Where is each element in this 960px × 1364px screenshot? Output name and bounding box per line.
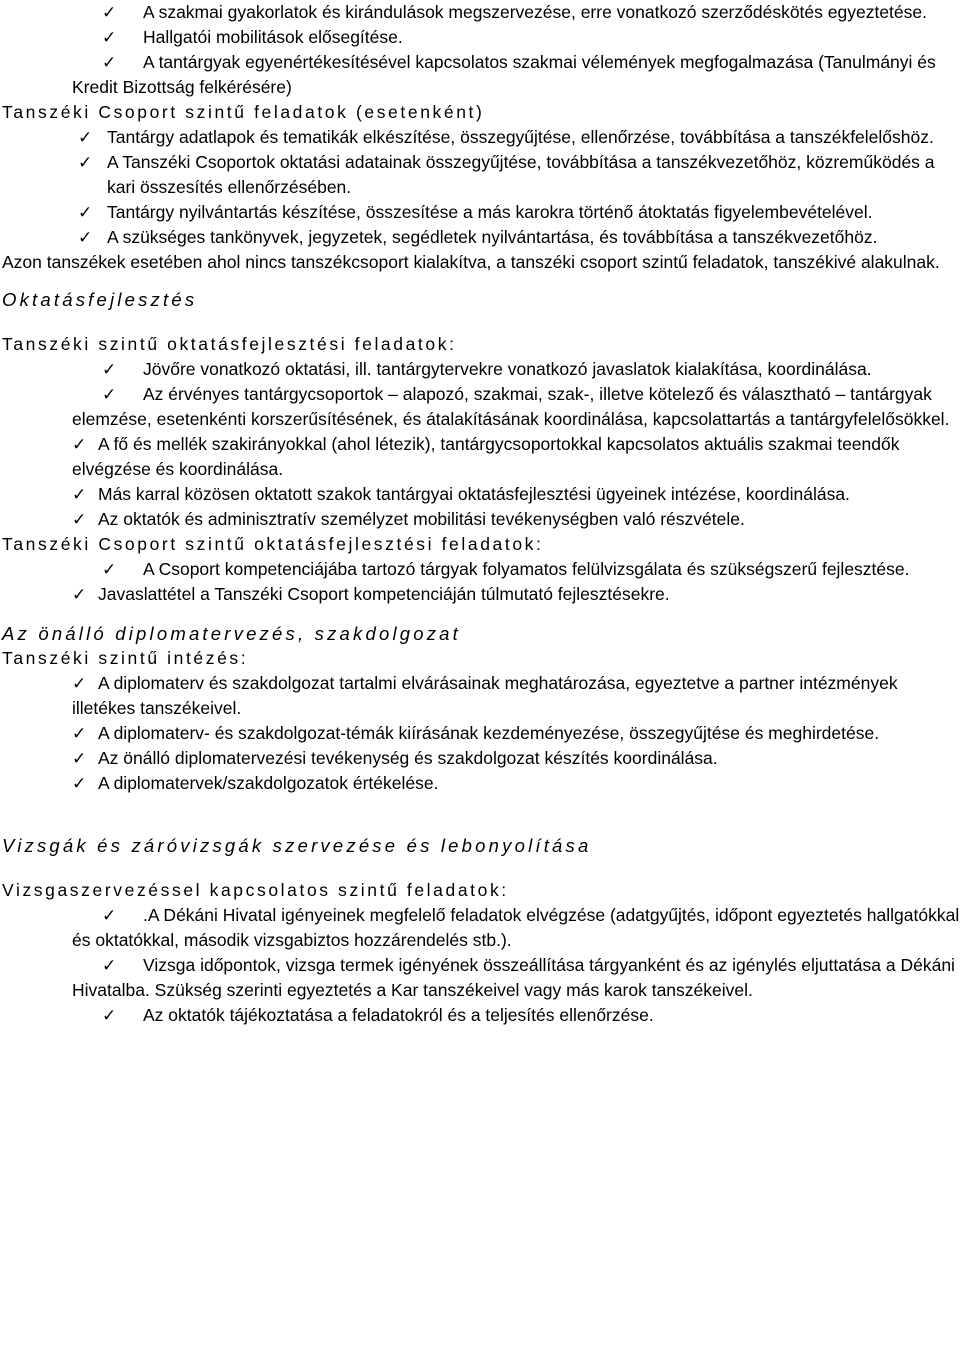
checkmark-icon: ✓ — [102, 385, 117, 404]
list-1 — [0, 0, 960, 100]
list-item: ✓ .A Dékáni Hivatal igényeinek megfelelő feladatok elvégzése (adatgyűjtés, időpont egyeztetés hallgatókkal és oktatókkal, második vizsgabiztos hozzárendelés stb.). — [72, 905, 960, 950]
checkmark-icon: ✓ — [78, 228, 93, 247]
checkmark-icon: ✓ — [72, 485, 87, 504]
checkmark-icon: ✓ — [78, 203, 93, 222]
subheading-csoport-oktatas: Tanszéki Csoport szintű oktatásfejlesztési feladatok: — [2, 534, 544, 554]
list-item: ✓ A Tanszéki Csoportok oktatási adatainak összegyűjtése, továbbítása a tanszékvezetőhöz, közreműködés a kari összesítés ellenőrzésében. — [78, 152, 935, 197]
list-item: ✓ Tantárgy nyilvántartás készítése, összesítése a más karokra történő átoktatás figyelembevételével. — [0, 200, 960, 225]
subheading-intezes: Tanszéki szintű intézés: — [2, 648, 249, 668]
list-item: ✓ Vizsga időpontok, vizsga termek igényének összeállítása tárgyanként és az igénylés eljuttatása a Dékáni Hivatalba. Szükség szerinti egyeztetés a Kar tanszékeivel vagy más karok tanszékeivel. — [72, 955, 955, 1000]
list-item: ✓ A fő és mellék szakirányokkal (ahol létezik), tantárgycsoportokkal kapcsolatos aktuális szakmai teendők elvégzése és koordinálása. — [72, 434, 900, 479]
list-2 — [0, 125, 960, 250]
list-item: ✓ A diplomaterv és szakdolgozat tartalmi elvárásainak meghatározása, egyeztetve a partner intézmények illetékes tanszékeivel. — [72, 673, 898, 718]
list-item: ✓ Más karral közösen oktatott szakok tantárgyai oktatásfejlesztési ügyeinek intézése, koordinálása. — [0, 482, 960, 507]
list-4 — [0, 557, 960, 607]
checkmark-icon: ✓ — [72, 674, 87, 693]
list-item: ✓ Jövőre vonatkozó oktatási, ill. tantárgytervekre vonatkozó javaslatok kialakítása, koordinálása. — [0, 357, 960, 382]
subheading-vizsgaszervezes: Vizsgaszervezéssel kapcsolatos szintű feladatok: — [2, 880, 509, 900]
list-item: ✓ Tantárgy adatlapok és tematikák elkészítése, összegyűjtése, ellenőrzése, továbbítása a tanszékfelelőshöz. — [0, 125, 960, 150]
section-title-diploma: Az önálló diplomatervezés, szakdolgozat — [2, 623, 462, 644]
checkmark-icon: ✓ — [102, 560, 117, 579]
list-item: ✓ A szükséges tankönyvek, jegyzetek, segédletek nyilvántartása, és továbbítása a tanszékvezetőhöz. — [0, 225, 960, 250]
checkmark-icon: ✓ — [102, 1006, 117, 1025]
checkmark-icon: ✓ — [78, 153, 93, 172]
list-6 — [0, 903, 960, 1028]
checkmark-icon: ✓ — [102, 53, 117, 72]
list-item: ✓ A szakmai gyakorlatok és kirándulások megszervezése, erre vonatkozó szerződéskötés egyeztetése. — [0, 0, 960, 25]
checkmark-icon: ✓ — [102, 906, 117, 925]
checkmark-icon: ✓ — [72, 774, 87, 793]
list-item: ✓ Javaslattétel a Tanszéki Csoport kompetenciáján túlmutató fejlesztésekre. — [0, 582, 960, 607]
list-item: ✓ A diplomatervek/szakdolgozatok értékelése. — [0, 771, 960, 796]
list-5 — [0, 671, 960, 796]
subheading-tanszeki-oktatas: Tanszéki szintű oktatásfejlesztési feladatok: — [2, 334, 457, 354]
list-item: ✓ A Csoport kompetenciájába tartozó tárgyak folyamatos felülvizsgálata és szükségszerű fejlesztése. — [0, 557, 960, 582]
list-item: ✓ Az oktatók tájékoztatása a feladatokról és a teljesítés ellenőrzése. — [0, 1003, 960, 1028]
list-item: ✓ Az érvényes tantárgycsoportok – alapozó, szakmai, szak-, illetve kötelező és választható – tantárgyak elemzése, esetenkénti korszerűsítésének, és átalakításának koordinálása, kapcsolattartás a tantárgyfelelősökkel. — [72, 384, 950, 429]
checkmark-icon: ✓ — [72, 585, 87, 604]
checkmark-icon: ✓ — [72, 435, 87, 454]
checkmark-icon: ✓ — [102, 956, 117, 975]
checkmark-icon: ✓ — [102, 360, 117, 379]
checkmark-icon: ✓ — [72, 510, 87, 529]
list-item: ✓ Az oktatók és adminisztratív személyzet mobilitási tevékenységben való részvétele. — [0, 507, 960, 532]
checkmark-icon: ✓ — [102, 28, 117, 47]
section-title-oktatasfejlesztes: Oktatásfejlesztés — [2, 289, 198, 310]
subheading-csoport: Tanszéki Csoport szintű feladatok (esetenként) — [2, 102, 485, 122]
list-3 — [0, 357, 960, 532]
section-title-vizsgak: Vizsgák és záróvizsgák szervezése és lebonyolítása — [2, 835, 592, 856]
list-item: ✓ Az önálló diplomatervezési tevékenység és szakdolgozat készítés koordinálása. — [0, 746, 960, 771]
list-item: ✓ A tantárgyak egyenértékesítésével kapcsolatos szakmai vélemények megfogalmazása (Tanulmányi és Kredit Bizottság felkérésére) — [72, 52, 936, 97]
checkmark-icon: ✓ — [72, 724, 87, 743]
checkmark-icon: ✓ — [72, 749, 87, 768]
checkmark-icon: ✓ — [78, 128, 93, 147]
checkmark-icon: ✓ — [102, 3, 117, 22]
note-paragraph: Azon tanszékek esetében ahol nincs tanszékcsoport kialakítva, a tanszéki csoport szintű feladatok, tanszékivé alakulnak. — [2, 252, 940, 272]
list-item: ✓ A diplomaterv- és szakdolgozat-témák kiírásának kezdeményezése, összegyűjtése és meghirdetése. — [0, 721, 960, 746]
list-item: ✓ Hallgatói mobilitások elősegítése. — [0, 25, 960, 50]
